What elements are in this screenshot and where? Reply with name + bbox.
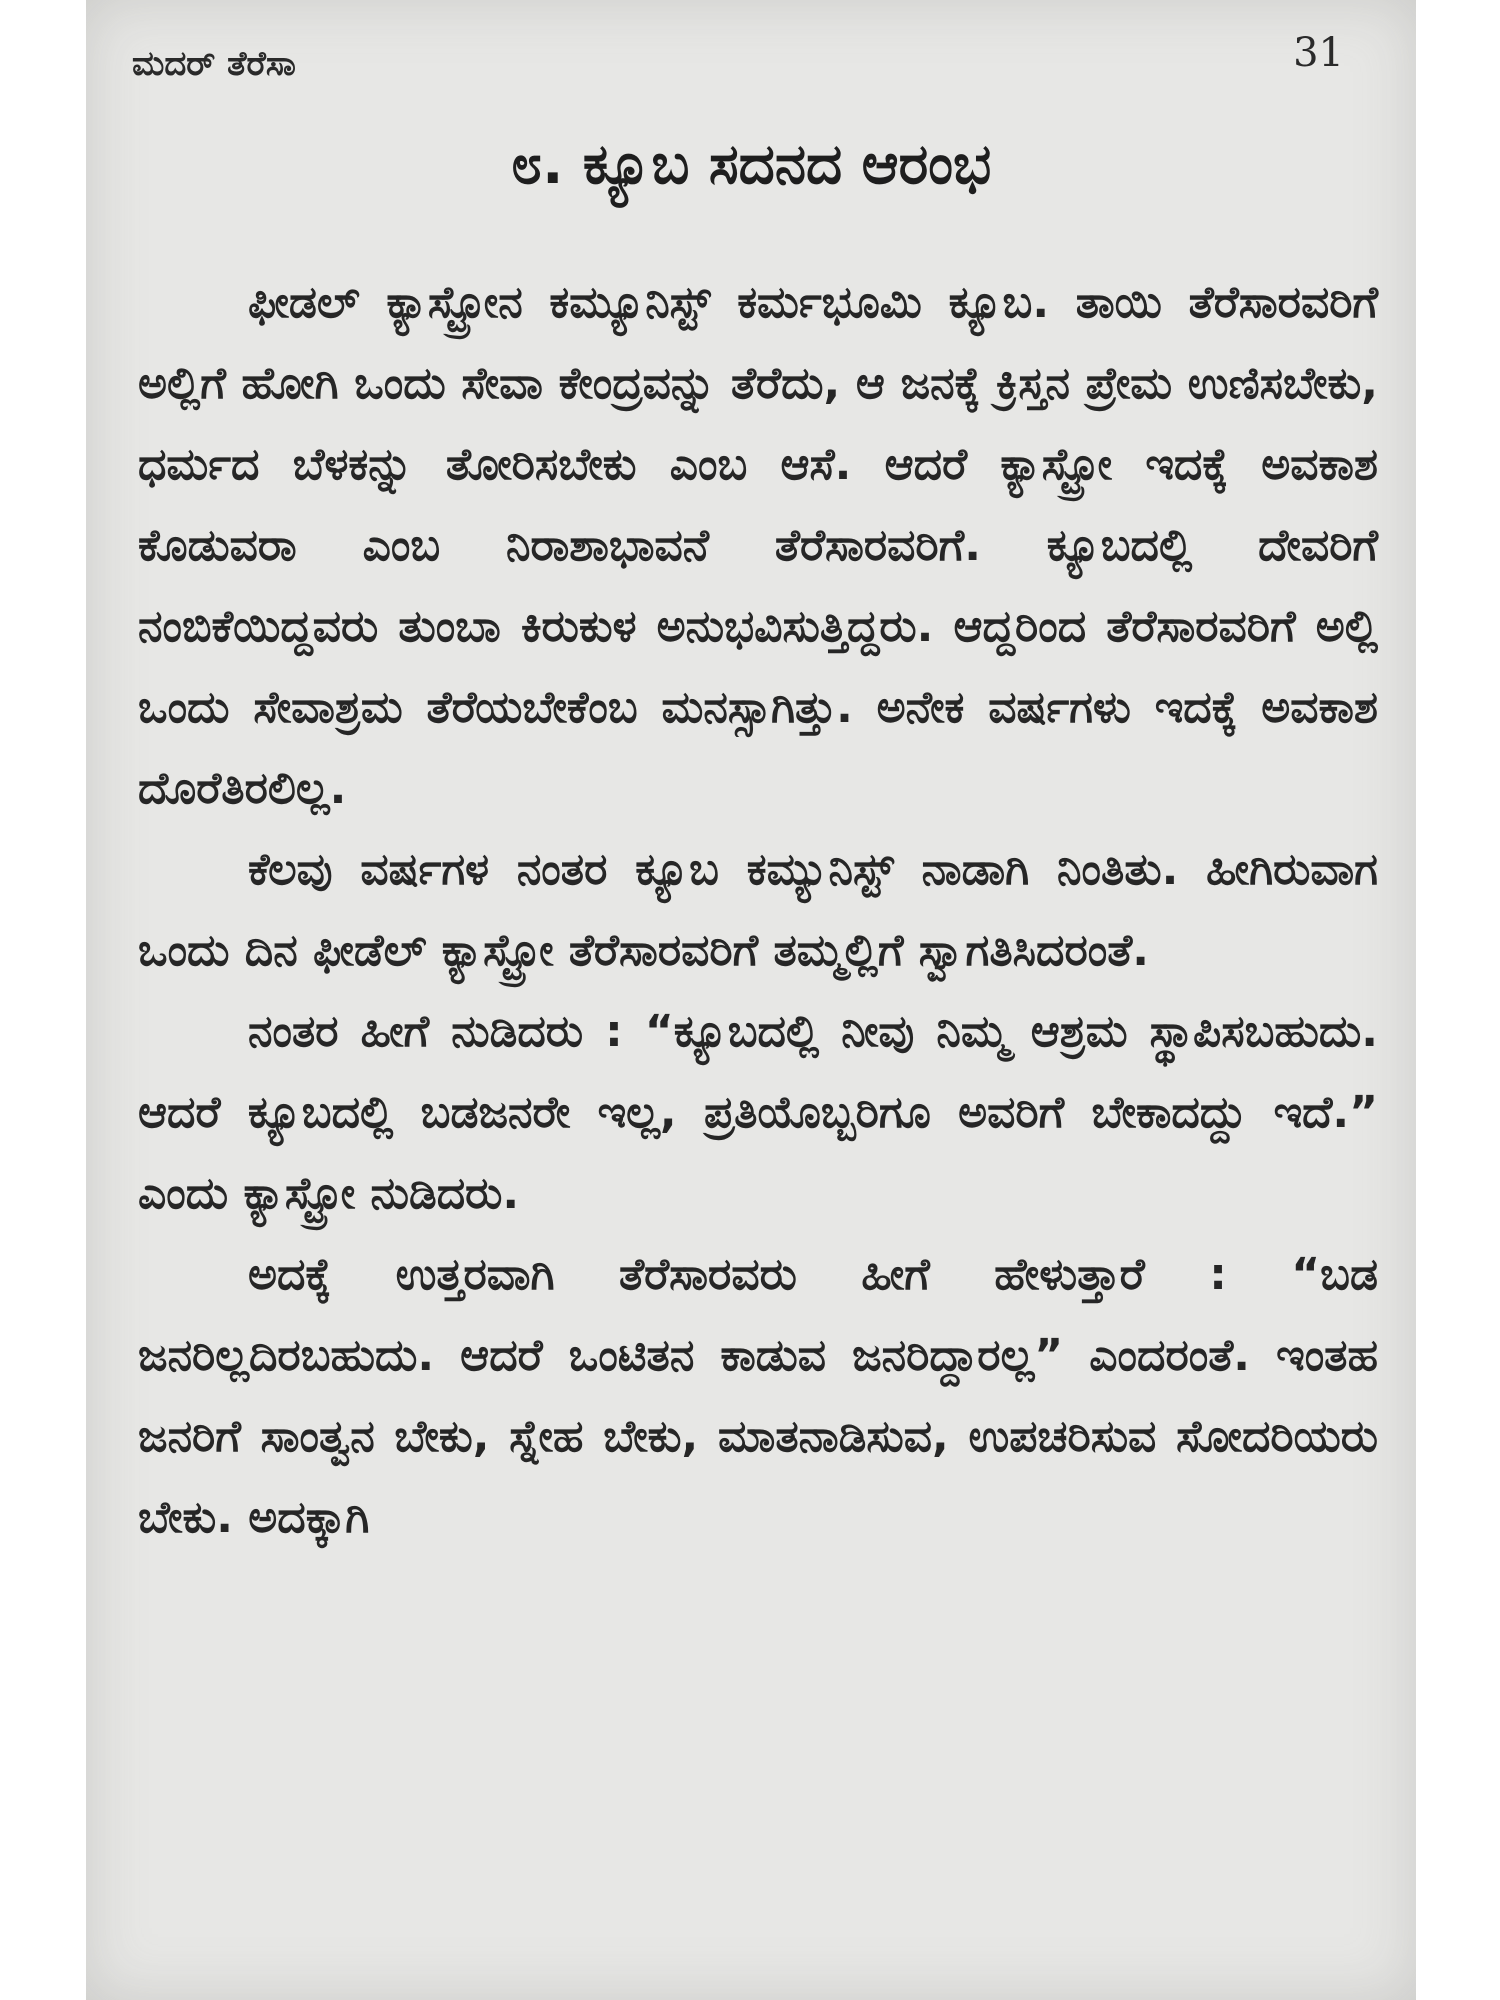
page-number: 31 — [1293, 30, 1344, 76]
paragraph: ಅದಕ್ಕೆ ಉತ್ತರವಾಗಿ ತೆರೆಸಾರವರು ಹೀಗೆ ಹೇಳುತ್ತಾರೆ : “ಬಡ ಜನರಿಲ್ಲದಿರಬಹುದು. ಆದರೆ ಒಂಟಿತನ ಕಾಡುವ ಜನರಿದ್ದಾರಲ್ಲ” ಎಂದರಂತೆ. ಇಂತಹ ಜನರಿಗೆ ಸಾಂತ್ವನ ಬೇಕು, ಸ್ನೇಹ ಬೇಕು, ಮಾತನಾಡಿಸುವ, ಉಪಚರಿಸುವ ಸೋದರಿಯರು ಬೇಕು. ಅದಕ್ಕಾಗಿ — [138, 1249, 1378, 1543]
body-text — [138, 262, 1378, 1558]
paragraph: ಕೆಲವು ವರ್ಷಗಳ ನಂತರ ಕ್ಯೂಬ ಕಮ್ಯುನಿಸ್ಟ್ ನಾಡಾಗಿ ನಿಂತಿತು. ಹೀಗಿರುವಾಗ ಒಂದು ದಿನ ಫೀಡೆಲ್ ಕ್ಯಾಸ್ಟ್ರೋ ತೆರೆಸಾರವರಿಗೆ ತಮ್ಮಲ್ಲಿಗೆ ಸ್ವಾಗತಿಸಿದರಂತೆ. — [138, 844, 1378, 976]
chapter-title: ೮. ಕ್ಯೂಬ ಸದನದ ಆರಂಭ — [510, 132, 992, 197]
paragraph: ನಂತರ ಹೀಗೆ ನುಡಿದರು : “ಕ್ಯೂಬದಲ್ಲಿ ನೀವು ನಿಮ್ಮ ಆಶ್ರಮ ಸ್ಥಾಪಿಸಬಹುದು. ಆದರೆ ಕ್ಯೂಬದಲ್ಲಿ ಬಡಜನರೇ ಇಲ್ಲ, ಪ್ರತಿಯೊಬ್ಬರಿಗೂ ಅವರಿಗೆ ಬೇಕಾದದ್ದು ಇದೆ.” ಎಂದು ಕ್ಯಾಸ್ಟ್ರೋ ನುಡಿದರು. — [138, 1006, 1378, 1219]
paragraph: ಫೀಡಲ್ ಕ್ಯಾಸ್ಟ್ರೋನ ಕಮ್ಯೂನಿಸ್ಟ್ ಕರ್ಮಭೂಮಿ ಕ್ಯೂಬ. ತಾಯಿ ತೆರೆಸಾರವರಿಗೆ ಅಲ್ಲಿಗೆ ಹೋಗಿ ಒಂದು ಸೇವಾ ಕೇಂದ್ರವನ್ನು ತೆರೆದು, ಆ ಜನಕ್ಕೆ ಕ್ರಿಸ್ತನ ಪ್ರೇಮ ಉಣಿಸಬೇಕು, ಧರ್ಮದ ಬೆಳಕನ್ನು ತೋರಿಸಬೇಕು ಎಂಬ ಆಸೆ. ಆದರೆ ಕ್ಯಾಸ್ಟ್ರೋ ಇದಕ್ಕೆ ಅವಕಾಶ ಕೊಡುವರಾ ಎಂಬ ನಿರಾಶಾಭಾವನೆ ತೆರೆಸಾರವರಿಗೆ. ಕ್ಯೂಬದಲ್ಲಿ ದೇವರಿಗೆ ನಂಬಿಕೆಯಿದ್ದವರು ತುಂಬಾ ಕಿರುಕುಳ ಅನುಭವಿಸುತ್ತಿದ್ದರು. ಆದ್ದರಿಂದ ತೆರೆಸಾರವರಿಗೆ ಅಲ್ಲಿ ಒಂದು ಸೇವಾಶ್ರಮ ತೆರೆಯಬೇಕೆಂಬ ಮನಸ್ಸಾಗಿತ್ತು. ಅನೇಕ ವರ್ಷಗಳು ಇದಕ್ಕೆ ಅವಕಾಶ ದೊರೆತಿರಲಿಲ್ಲ. — [138, 277, 1378, 814]
book-page — [86, 0, 1416, 2000]
running-head-title: ಮದರ್ ತೆರೆಸಾ — [132, 44, 296, 84]
